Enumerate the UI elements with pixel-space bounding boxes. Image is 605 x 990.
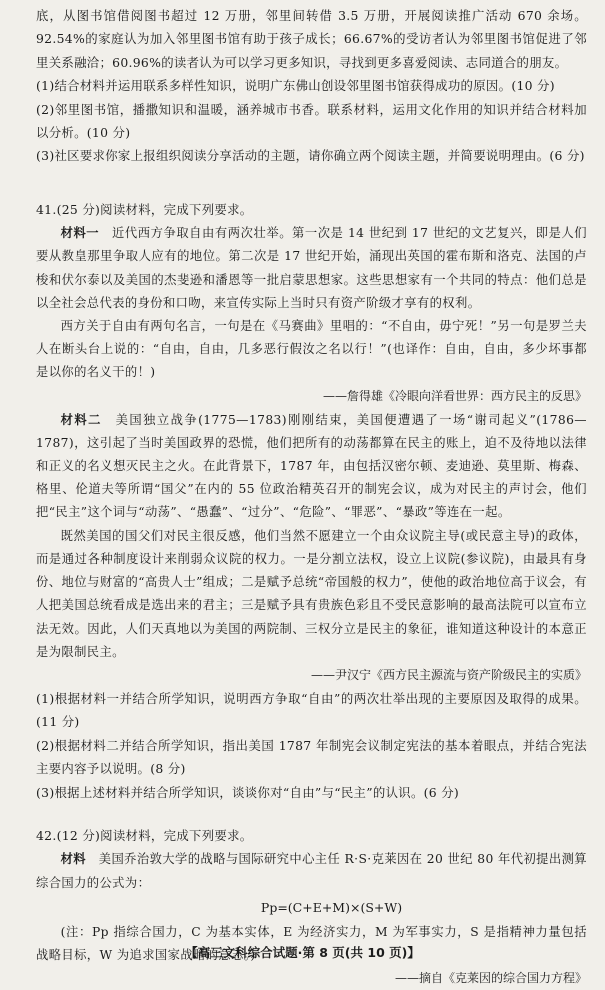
q41-material2-source: ——尹汉宁《西方民主源流与资产阶级民主的实质》 — [310, 667, 587, 682]
q42-material-label: 材料 — [60, 851, 87, 867]
q41-question-1: (1)根据材料一并结合所学知识，说明西方争取“自由”的两次壮举出现的主要原因及取得的成果。(11 分) — [36, 690, 587, 730]
q41-heading: 41.(25 分)阅读材料，完成下列要求。 — [36, 201, 253, 217]
q42-material-paragraph — [36, 847, 587, 894]
q41-material1-paragraph-2: 西方关于自由有两句名言，一句是在《马赛曲》里唱的：“不自由，毋宁死！”另一句是罗兰夫人在断头台上说的：“自由，自由，几多恶行假汝之名以行！”(也译作：自由，自由，多少坏事都是以你的名义干的！) — [36, 319, 587, 380]
q41-material1-source: ——詹得雄《冷眼向洋看世界：西方民主的反思》 — [322, 388, 587, 403]
spacer — [36, 804, 587, 824]
q42-note: (注：Pp 指综合国力，C 为基本实体，E 为经济实力，M 为军事实力，S 是指精神力量包括战略目标，W 为追求国家战略的意志。) — [36, 924, 587, 962]
q41-material1-label: 材料一 — [60, 225, 100, 241]
page-footer: 【高三文科综合试题·第 8 页(共 10 页)】 — [185, 945, 420, 960]
intro-paragraph: 底，从图书馆借阅图书超过 12 万册，邻里间转借 3.5 万册，开展阅读推广活动 670 余场。92.54%的家庭认为加入邻里图书馆有助于孩子成长；66.67%的受访者认为邻里图书馆促进了邻里关系融洽；60.96%的读者认为可以学习更多知识，寻找到更多喜爱阅读、志同道合的朋友。 — [36, 8, 587, 70]
q41-material2-label: 材料二 — [60, 411, 102, 427]
q42-formula: Pp=(C+E+M)×(S+W) — [260, 899, 403, 915]
q41-material2-text: 美国独立战争(1775—1783)刚刚结束，美国便遭遇了一场“谢司起义”(1786—1787)，这引起了当时美国政界的恐慌，他们把所有的动荡都算在民主的账上，迫不及待地以法律和正义的名义想灭民主之火。在此背景下，1787 年，由包括汉密尔顿、麦迪逊、莫里斯、梅森、格里、伦道夫等所谓“国父”在内的 55 位政治精英召开的制宪会议，成为对民主的声讨会，他们把“民主”这个词与“动荡”、“愚蠢”、“过分”、“危险”、“罪恶”、“暴政”等连在一起。 — [36, 412, 587, 520]
q41-material1-text: 近代西方争取自由有两次壮举。第一次是 14 世纪到 17 世纪的文艺复兴，即是人们要从教皇那里争取人应有的地位。第二次是 17 世纪开始，涌现出英国的霍布斯和洛克、法国的卢梭和伏尔泰以及美国的杰斐逊和潘恩等一批启蒙思想家。这些思想家有一个共同的特点：他们总是以全社会总代表的身份和口吻，来宣传实际上当时只有资产阶级才享有的权利。 — [36, 226, 587, 310]
spacer — [36, 168, 587, 198]
q41-material1-paragraph — [36, 221, 587, 315]
intro-question-1: (1)结合材料并运用联系多样性知识，说明广东佛山创设邻里图书馆获得成功的原因。(10 分) — [36, 78, 555, 94]
q41-material2-paragraph-2: 既然美国的国父们对民主很反感，他们当然不愿建立一个由众议院主导(或民意主导)的政体，而是通过各种制度设计来削弱众议院的权力。一是分割立法权，设立上议院(参议院)，由最具有身份、地位与财富的“高贵人士”组成；二是赋予总统“帝国般的权力”，使他的政治地位高于议会，有人把美国总统看成是选出来的君主；三是赋予具有贵族色彩且不受民意影响的最高法院可以宣布立法无效。因此，人们天真地以为美国的两院制、三权分立是民主的象征，谁知道这种设计的本意正是为限制民主。 — [36, 528, 587, 659]
q41-question-2: (2)根据材料二并结合所学知识，指出美国 1787 年制宪会议制定宪法的基本着眼点，并结合宪法主要内容予以说明。(8 分) — [36, 737, 587, 777]
q41-material2-paragraph — [36, 408, 587, 525]
q41-question-3: (3)根据上述材料并结合所学知识，谈谈你对“自由”与“民主”的认识。(6 分) — [36, 784, 460, 800]
intro-question-2: (2)邻里图书馆，播撒知识和温暖，涵养城市书香。联系材料，运用文化作用的知识并结合材料加以分析。(10 分) — [36, 101, 587, 141]
intro-question-3: (3)社区要求你家上报组织阅读分享活动的主题，请你确立两个阅读主题，并简要说明理由。(6 分) — [36, 148, 585, 164]
q42-material-text: 美国乔治敦大学的战略与国际研究中心主任 R·S·克莱因在 20 世纪 80 年代初提出测算综合国力的公式为： — [36, 852, 587, 890]
q42-heading: 42.(12 分)阅读材料，完成下列要求。 — [36, 827, 253, 843]
q42-source: ——摘自《克莱因的综合国力方程》 — [394, 971, 587, 986]
